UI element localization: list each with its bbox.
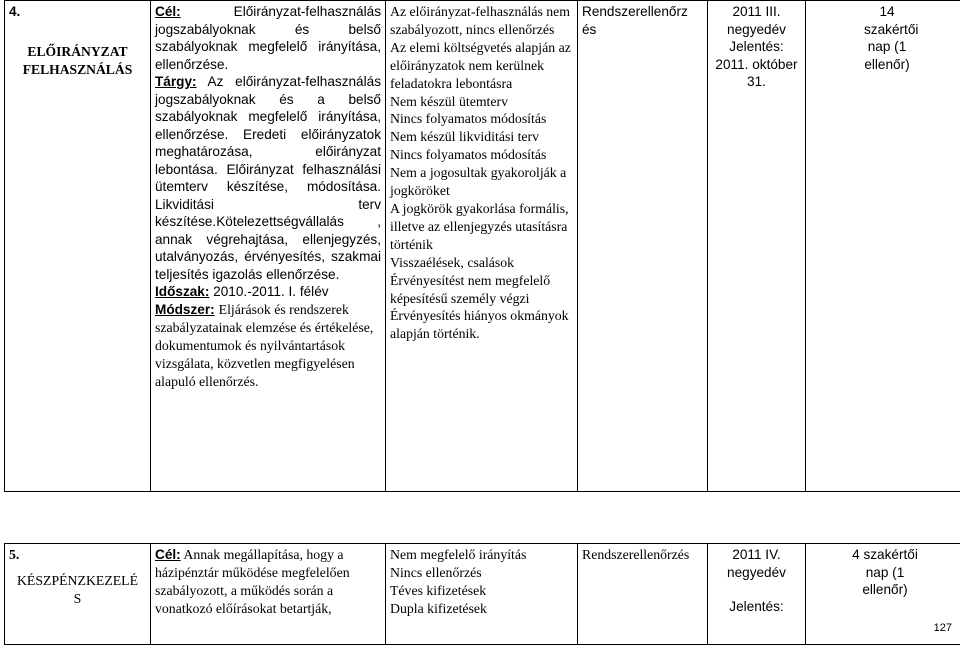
period-paragraph (155, 283, 381, 301)
item-number: 5. (9, 546, 146, 564)
risk-item: Nem a jogosultak gyakorolják a jogköröket (390, 164, 573, 200)
item-cell (5, 544, 151, 645)
risks-cell (386, 1, 578, 492)
risk-item: Nincs folyamatos módosítás (390, 110, 573, 128)
resources: 14 szakértői nap (1 ellenőr) (864, 4, 918, 72)
goal-cell (151, 1, 386, 492)
item-name-line2: FELHASZNÁLÁS (9, 61, 146, 79)
timing: 2011 III. negyedév (712, 3, 801, 38)
goal-text: Annak megállapítása, hogy a házipénztár működése megfelelően szabályozott, a működés során a vonatkozó előírásokat betartják, (155, 547, 350, 616)
goal-cell (151, 544, 386, 645)
table-row (5, 544, 960, 645)
item-cell (5, 1, 151, 492)
audit-type-cell (578, 544, 708, 645)
risk-item: Érvényesítést nem megfelelő képesítésű személy végzi (390, 272, 573, 308)
item-name (9, 43, 146, 79)
risk-item: Az elemi költségvetés alapján az előirányzatok nem kerülnek feladatokra lebontásra (390, 39, 573, 93)
item-name-line1: ELŐIRÁNYZAT (9, 43, 146, 61)
audit-plan-table-row4 (4, 0, 960, 492)
risk-item: Téves kifizetések (390, 582, 573, 600)
timing: 2011 IV. negyedév (712, 546, 801, 581)
goal-label: Cél: (155, 547, 181, 562)
resources: 4 szakértői nap (1 ellenőr) (852, 547, 918, 597)
audit-type: Rendszerellenőrzés (582, 547, 689, 562)
goal-label: Cél: (155, 4, 181, 19)
item-number: 4. (9, 3, 146, 21)
risks-cell (386, 544, 578, 645)
risk-item: A jogkörök gyakorlása formális, illetve az ellenjegyzés utasításra történik (390, 200, 573, 254)
timing-cell (708, 544, 806, 645)
audit-plan-table-row5 (4, 543, 960, 645)
period-label: Időszak: (155, 284, 209, 299)
table-row (5, 1, 960, 492)
period-text: 2010.-2011. I. félév (213, 284, 328, 299)
page-number: 127 (934, 622, 952, 634)
audit-type-cell (578, 1, 708, 492)
method-text: Eljárások és rendszerek szabályzatainak elemzése és értékelése, dokumentumok és nyilvántartások vizsgálata, közvetlen megfigyelésen alapuló ellenőrzés. (155, 302, 373, 389)
risk-item: Nincs folyamatos módosítás (390, 146, 573, 164)
subject-text: Az előirányzat-felhasználás jogszabályoknak és a belső szabályoknak megfelelő irányítása, ellenőrzése. Eredeti előirányzatok meghatározása, előirányzat lebontása. Előirányzat felhasználási ütemterv készítése, módosítása. Likviditási terv készítése.Kötelezettségvállalás , annak végrehajtása, ellenjegyzés, utalványozás, érvényesítés, szakmai teljesítés igazolás ellenőrzése. (155, 74, 381, 282)
risk-item: Nincs ellenőrzés (390, 564, 573, 582)
report-date: 2011. október 31. (712, 56, 801, 91)
risk-item: Érvényesítés hiányos okmányok alapján történik. (390, 307, 573, 343)
timing-cell (708, 1, 806, 492)
method-paragraph (155, 301, 381, 391)
risk-item: Dupla kifizetések (390, 600, 573, 618)
goal-text: Előirányzat-felhasználás jogszabályoknak és belső szabályoknak megfelelő irányítása, ellenőrzése. (155, 4, 381, 72)
risk-item: Nem készül likviditási terv (390, 128, 573, 146)
subject-label: Tárgy: (155, 74, 197, 89)
audit-type: Rendszerellenőrz és (582, 4, 688, 37)
report-label: Jelentés: (712, 598, 801, 616)
report-label: Jelentés: (712, 38, 801, 56)
resources-cell (806, 1, 960, 492)
risk-item: Nem készül ütemterv (390, 93, 573, 111)
method-label: Módszer: (155, 302, 215, 317)
item-name: KÉSZPÉNZKEZELÉS (9, 572, 146, 608)
subject-paragraph (155, 73, 381, 283)
goal-paragraph (155, 3, 381, 73)
risk-item: Az előirányzat-felhasználás nem szabályozott, nincs ellenőrzés (390, 3, 573, 39)
risk-item: Visszaélések, csalások (390, 254, 573, 272)
risk-item: Nem megfelelő irányítás (390, 546, 573, 564)
